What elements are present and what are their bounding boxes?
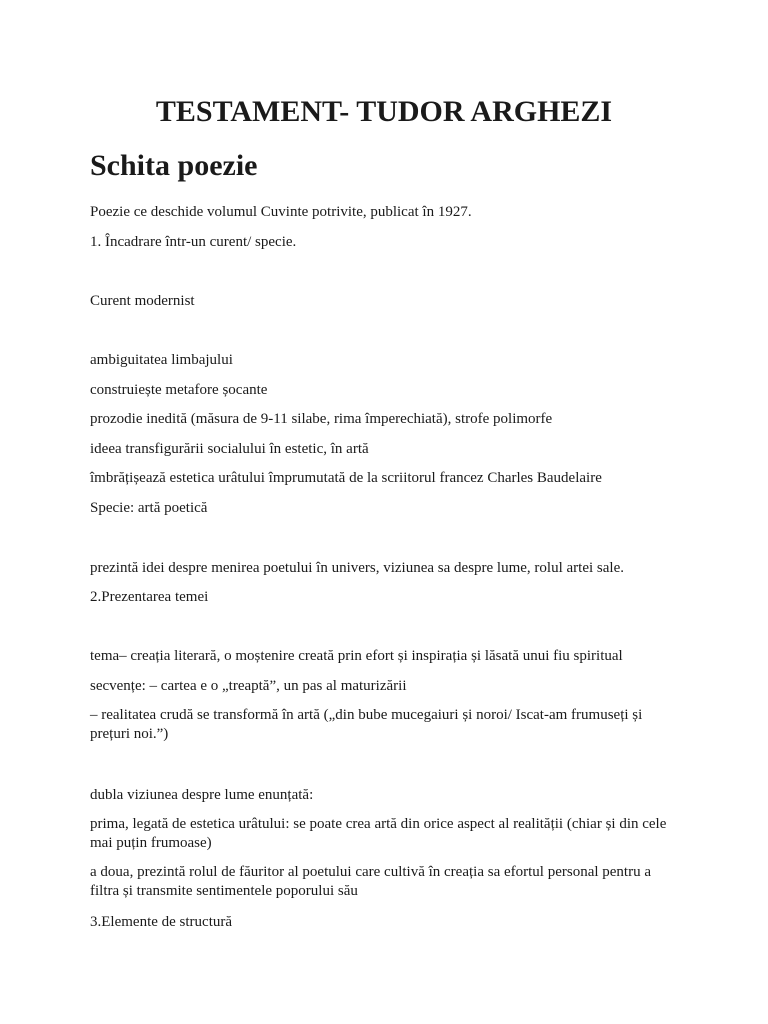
- section-heading-2: 2.Prezentarea temei: [90, 589, 209, 605]
- paragraph-intro: Poezie ce deschide volumul Cuvinte potrivite, publicat în 1927.: [90, 204, 472, 220]
- list-item: construiește metafore șocante: [90, 382, 268, 398]
- paragraph-sequences: secvențe: – cartea e o „treaptă”, un pas al maturizării: [90, 678, 407, 694]
- list-item: îmbrățișează estetica urâtului împrumutată de la scriitorul francez Charles Baudelaire: [90, 470, 602, 486]
- list-item: ideea transfigurării socialului în estetic, în artă: [90, 441, 369, 457]
- section-heading-3: 3.Elemente de structură: [90, 914, 233, 930]
- paragraph-theme: tema– creația literară, o moștenire creată prin efort și inspirația și lăsată unui fiu spiritual: [90, 648, 623, 664]
- paragraph-vision: dubla viziunea despre lume enunțată:: [90, 787, 314, 803]
- list-item: prozodie inedită (măsura de 9-11 silabe, rima împerechiată), strofe polimorfe: [90, 411, 553, 427]
- document-title: TESTAMENT- TUDOR ARGHEZI: [155, 95, 613, 128]
- document-subtitle: Schita poezie: [90, 149, 258, 182]
- paragraph-species-desc: prezintă idei despre menirea poetului în univers, viziunea sa despre lume, rolul artei sale.: [90, 560, 624, 576]
- paragraph-species: Specie: artă poetică: [90, 500, 208, 516]
- paragraph-vision-second: a doua, prezintă rolul de făuritor al poetului care cultivă în creația sa efortul personal pentru a filtra și transmite sentimentele poporului său: [90, 864, 652, 899]
- section-heading-1: 1. Încadrare într-un curent/ specie.: [90, 234, 297, 250]
- paragraph-vision-first: prima, legată de estetica urâtului: se poate crea artă din orice aspect al realității (chiar și din cele mai puțin frumoase): [90, 816, 667, 851]
- paragraph-current: Curent modernist: [90, 293, 195, 309]
- list-item: ambiguitatea limbajului: [90, 352, 233, 368]
- paragraph-reality: – realitatea crudă se transformă în artă („din bube mucegaiuri și noroi/ Iscat-am frumuseți și prețuri noi.”): [90, 707, 643, 742]
